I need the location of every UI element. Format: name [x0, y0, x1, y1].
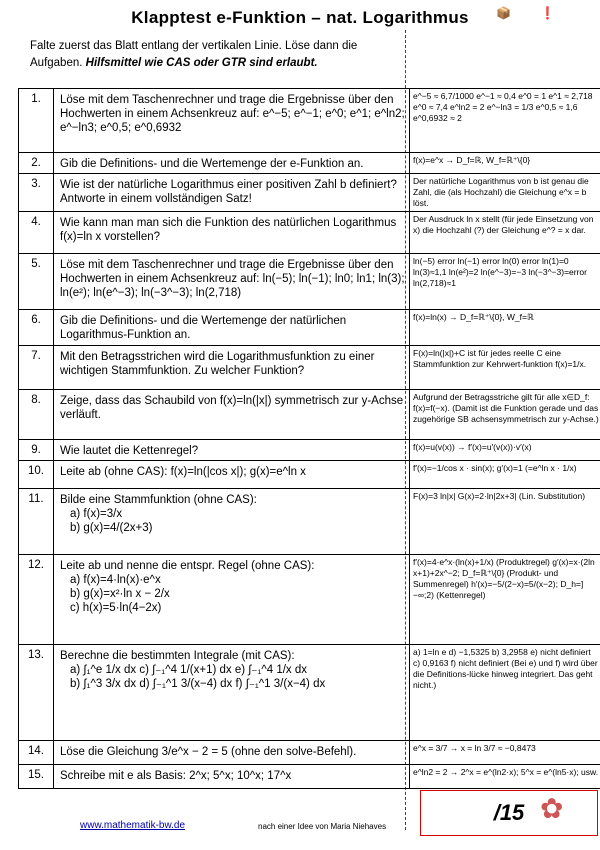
exercise-question	[54, 440, 410, 461]
question-text: Leite ab (ohne CAS): f(x)=ln(|cos x|); g(x)=e^ln x	[60, 466, 306, 478]
exercise-number: 10.	[19, 461, 54, 489]
exercise-number: 1.	[19, 89, 54, 153]
footer-link-wrap	[80, 820, 185, 831]
exercise-question	[54, 741, 410, 765]
exercise-number: 5.	[19, 254, 54, 310]
question-text: Löse mit dem Taschenrechner und trage die Ergebnisse über den Hochwerten in einem Achsenkreuz auf: e^−5; e^−1; e^0; e^1; e^ln2; e^−ln3; e^0,5; e^0,6932	[60, 94, 405, 134]
question-text: Bilde eine Stammfunktion (ohne CAS):	[60, 494, 257, 506]
exercise-number: 7.	[19, 346, 54, 390]
exercise-question	[54, 765, 410, 789]
question-text: Berechne die bestimmten Integrale (mit CAS):	[60, 650, 295, 662]
table-row	[19, 89, 600, 153]
exercise-answer: Aufgrund der Betragsstriche gilt für alle x∈D_f: f(x)=f(−x). (Damit ist die Funktion gerade und das zugehörige SB achsensymmetrisch zur y-Achse.)	[410, 390, 600, 440]
question-text: Wie ist der natürliche Logarithmus einer positiven Zahl b definiert? Antworte in einem vollständigen Satz!	[60, 179, 397, 205]
exercise-number: 4.	[19, 212, 54, 254]
exercise-question	[54, 461, 410, 489]
exercise-number: 6.	[19, 310, 54, 346]
instructions: Falte zuerst das Blatt entlang der vertikalen Linie. Löse dann die Aufgaben. Hilfsmittel wie CAS oder GTR sind erlaubt.	[30, 40, 358, 69]
exercise-answer: a) 1=ln e d) −1,5325 b) 3,2958 e) nicht definiert c) 0,9163 f) nicht definiert (Bei e) und f) wird über die Definitions-lücke hinweg integriert. Das geht nicht.)	[410, 645, 600, 741]
exercise-number: 11.	[19, 489, 54, 555]
exercise-number: 13.	[19, 645, 54, 741]
exercise-number: 12.	[19, 555, 54, 645]
table-row	[19, 153, 600, 174]
score-box: /15	[420, 790, 598, 836]
table-row	[19, 390, 600, 440]
exercise-answer: f′(x)=−1/cos x · sin(x); g′(x)=1 (=e^ln x · 1/x)	[410, 461, 600, 489]
sub-question: a) ∫₁^e 1/x dx c) ∫₋₁^4 1/(x+1) dx e) ∫₋₁^4 1/x dx	[70, 664, 308, 676]
exercise-question	[54, 174, 410, 212]
exercise-question	[54, 212, 410, 254]
question-text: Leite ab und nenne die entspr. Regel (ohne CAS):	[60, 560, 315, 572]
sub-question: b) ∫₁^3 3/x dx d) ∫₋₁^1 3/(x−4) dx f) ∫₋₁^1 3/(x−4) dx	[70, 678, 326, 690]
table-row	[19, 555, 600, 645]
exercise-question	[54, 254, 410, 310]
sub-question: b) g(x)=4/(2x+3)	[70, 522, 153, 534]
sub-question: c) h(x)=5·ln(4−2x)	[70, 602, 162, 614]
exercise-number: 14.	[19, 741, 54, 765]
page-title: Klapptest e-Funktion – nat. Logarithmus	[131, 8, 469, 27]
table-row	[19, 174, 600, 212]
decor-icon: 📦	[496, 6, 511, 20]
credit-text: nach einer Idee von Maria Niehaves	[258, 822, 387, 831]
table-row	[19, 765, 600, 789]
exercise-table	[18, 88, 600, 789]
exercise-number: 15.	[19, 765, 54, 789]
exercise-answer: Der natürliche Logarithmus von b ist genau die Zahl, die (als Hochzahl) die Gleichung e^x = b löst.	[410, 174, 600, 212]
table-row	[19, 489, 600, 555]
question-text: Wie lautet die Kettenregel?	[60, 445, 199, 457]
decor-icon: ❗	[540, 6, 555, 20]
exercise-question	[54, 390, 410, 440]
question-text: Schreibe mit e als Basis: 2^x; 5^x; 10^x; 17^x	[60, 770, 292, 782]
exercise-question	[54, 555, 410, 645]
question-text: Löse die Gleichung 3/e^x − 2 = 5 (ohne den solve-Befehl).	[60, 746, 357, 758]
table-row	[19, 461, 600, 489]
exercise-number: 2.	[19, 153, 54, 174]
exercise-answer: ln(−5) error ln(−1) error ln(0) error ln(1)=0 ln(3)≈1,1 ln(e²)=2 ln(e^−3)=−3 ln(−3^−3)=error ln(2,718)≈1	[410, 254, 600, 310]
exercise-answer: f(x)=ln(x) → D_f=ℝ⁺\{0}, W_f=ℝ	[410, 310, 600, 346]
exercise-answer: f(x)=e^x → D_f=ℝ, W_f=ℝ⁺\{0}	[410, 153, 600, 174]
exercise-answer: f(x)=u(v(x)) → f′(x)=u′(v(x))·v′(x)	[410, 440, 600, 461]
exercise-question	[54, 489, 410, 555]
question-text: Löse mit dem Taschenrechner und trage die Ergebnisse über den Hochwerten in einem Achsenkreuz auf: ln(−5); ln(−1); ln0; ln1; ln(3); ln(e²); ln(e^−3); ln(−3^−3); ln(2,718)	[60, 259, 405, 299]
exercise-answer: e^x = 3/7 → x = ln 3/7 ≈ −0,8473	[410, 741, 600, 765]
exercise-number: 9.	[19, 440, 54, 461]
exercise-answer: f′(x)=4·e^x·(ln(x)+1/x) (Produktregel) g′(x)=x·(2ln x+1)+2x^−2; D_f=ℝ⁺\{0} (Produkt- und Summenregel) h′(x)=−5/(2−x)=5/(x−2); D_h=]−∞;2) (Kettenregel)	[410, 555, 600, 645]
sub-question: a) f(x)=4·ln(x)·e^x	[70, 574, 161, 586]
exercise-answer: e^ln2 = 2 → 2^x = e^(ln2·x); 5^x = e^(ln5·x); usw.	[410, 765, 600, 789]
question-text: Wie kann man man sich die Funktion des natürlichen Logarithmus f(x)=ln x vorstellen?	[60, 217, 397, 243]
question-text: Gib die Definitions- und die Wertemenge der natürlichen Logarithmus-Funktion an.	[60, 315, 347, 341]
exercise-answer: F(x)=3 ln|x| G(x)=2·ln|2x+3| (Lin. Substitution)	[410, 489, 600, 555]
website-link[interactable]: www.mathematik-bw.de	[80, 820, 186, 831]
table-row	[19, 440, 600, 461]
exercise-question	[54, 645, 410, 741]
exercise-question	[54, 346, 410, 390]
table-row	[19, 254, 600, 310]
table-row	[19, 741, 600, 765]
exercise-answer: F(x)=ln(|x|)+C ist für jedes reelle C eine Stammfunktion zur Kehrwert-funktion f(x)=1/x.	[410, 346, 600, 390]
sub-question: a) f(x)=3/x	[70, 508, 123, 520]
exercise-number: 8.	[19, 390, 54, 440]
question-text: Zeige, dass das Schaubild von f(x)=ln(|x|) symmetrisch zur y-Achse verläuft.	[60, 395, 404, 421]
table-row	[19, 212, 600, 254]
exercise-answer: Der Ausdruck ln x stellt (für jede Einsetzung von x) die Hochzahl (?) der Gleichung e^? = x dar.	[410, 212, 600, 254]
table-row	[19, 346, 600, 390]
exercise-question	[54, 310, 410, 346]
question-text: Gib die Definitions- und die Wertemenge der e-Funktion an.	[60, 158, 364, 170]
exercise-number: 3.	[19, 174, 54, 212]
table-row	[19, 645, 600, 741]
exercise-question	[54, 89, 410, 153]
exercise-question	[54, 153, 410, 174]
flower-icon: ✿	[540, 793, 564, 824]
table-row	[19, 310, 600, 346]
question-text: Mit den Betragsstrichen wird die Logarithmusfunktion zu einer wichtigen Stammfunktion. Zu welcher Funktion?	[60, 351, 375, 377]
sub-question: b) g(x)=x²·ln x − 2/x	[70, 588, 170, 600]
exercise-answer: e^−5 ≈ 6,7/1000 e^−1 ≈ 0,4 e^0 = 1 e^1 ≈ 2,718 e^0 ≈ 7,4 e^ln2 = 2 e^−ln3 = 1/3 e^0,5 ≈ 1,6 e^0,6932 ≈ 2	[410, 89, 600, 153]
